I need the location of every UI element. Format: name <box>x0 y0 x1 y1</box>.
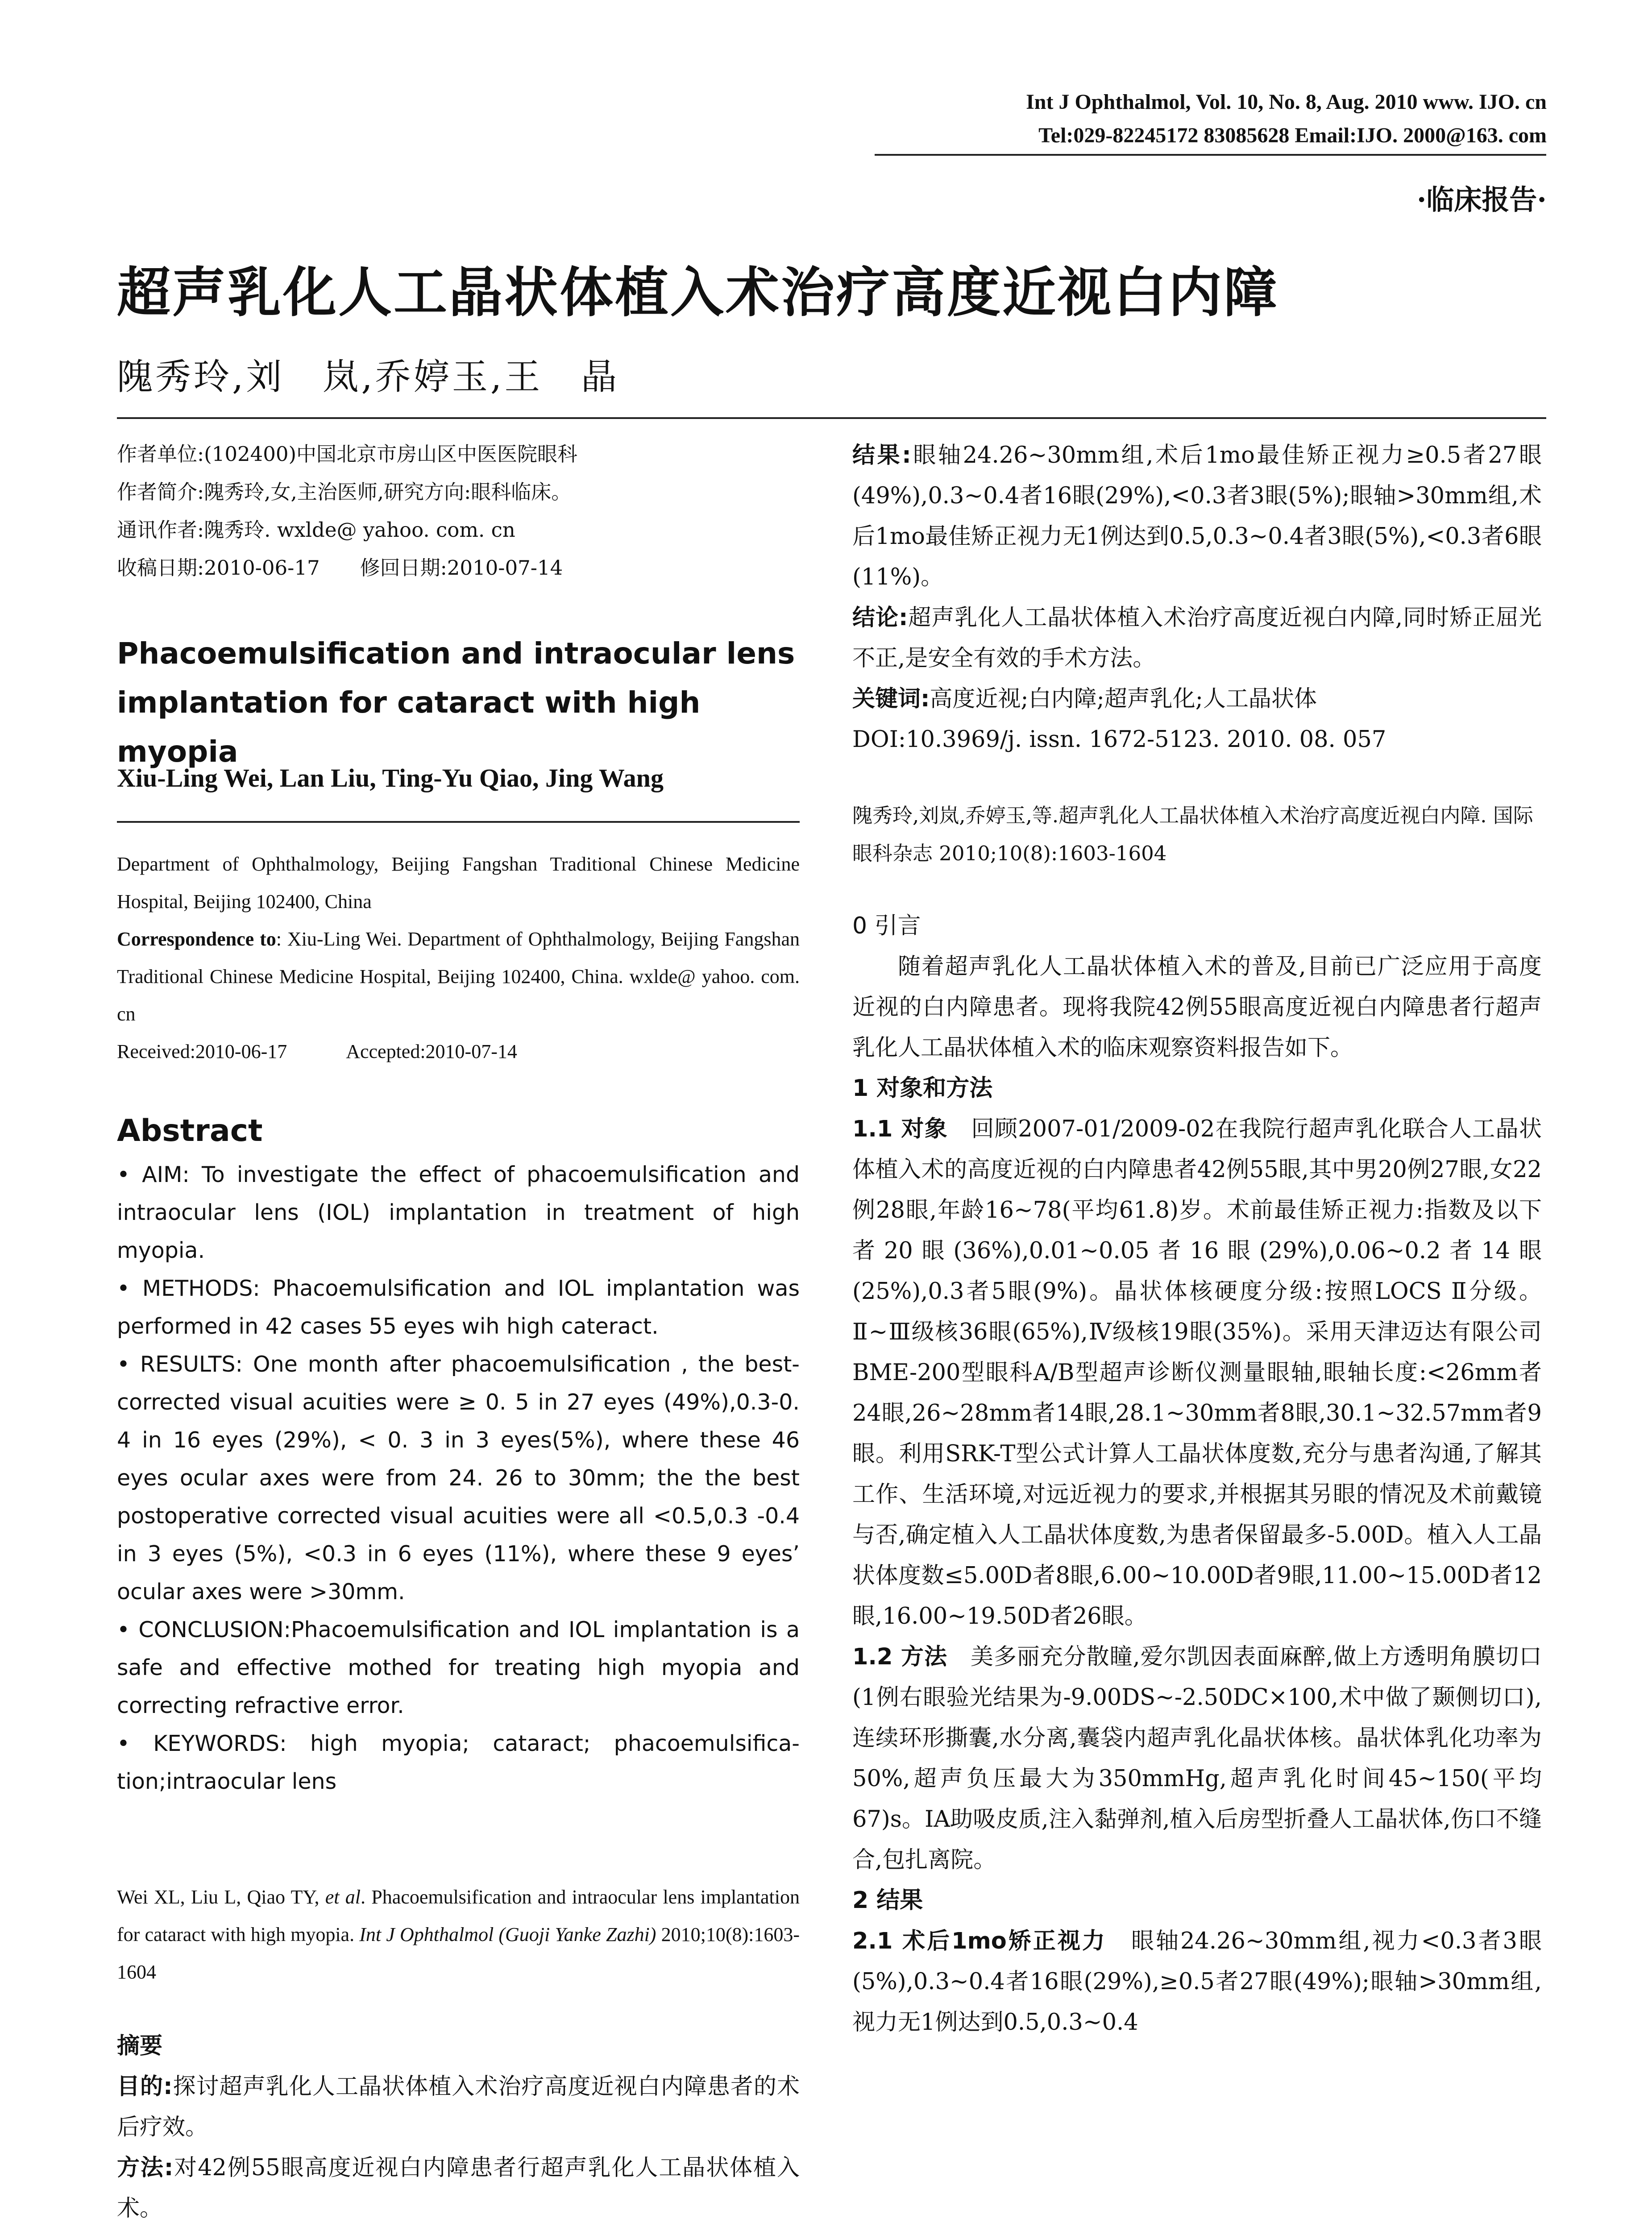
section21-label: 2.1 术后1mo矫正视力 <box>852 1928 1107 1954</box>
methods-text: 对42例55眼高度近视白内障患者行超声乳化人工晶状体植入术。 <box>117 2155 800 2222</box>
page-title: 超声乳化人工晶状体植入术治疗高度近视白内障 <box>117 262 1279 324</box>
correspondence-label: Correspondence to <box>117 928 276 950</box>
authors-rule <box>117 821 800 823</box>
citation-etal: et al <box>325 1886 361 1908</box>
abstract-keywords: • KEYWORDS: high myopia; cataract; phacoemulsifica-tion;intraocular lens <box>117 1731 800 1794</box>
citation-tail: 2010;10(8):1603-1604 <box>117 1924 800 1983</box>
affiliation-en: Department of Ophthalmology, Beijing Fangshan Traditional Chinese Medicine Hospital, Beijing 102400, China <box>117 853 800 912</box>
results-label: 结果: <box>852 442 911 469</box>
abstract-cn-right <box>852 435 1542 760</box>
citation-authors: Wei XL, Liu L, Qiao TY, <box>117 1886 325 1908</box>
section11-label: 1.1 对象 <box>852 1116 948 1142</box>
header-rule <box>875 154 1546 156</box>
citation-cn: 隗秀玲,刘岚,乔婷玉,等.超声乳化人工晶状体植入术治疗高度近视白内障. 国际眼科杂志 2010;10(8):1603-1604 <box>852 804 1533 865</box>
conclusion-text: 超声乳化人工晶状体植入术治疗高度近视白内障,同时矫正屈光不正,是安全有效的手术方法。 <box>852 605 1542 672</box>
section21 <box>852 1921 1542 2043</box>
intro-heading: 0 引言 <box>852 912 921 939</box>
results-text: 眼轴24.26~30mm组,术后1mo最佳矫正视力≥0.5者27眼(49%),0.3~0.4者16眼(29%),<0.3者3眼(5%);眼轴>30mm组,术后1mo最佳矫正视力无1例达到0.5,0.3~0.4者3眼(5%),<0.3者6眼(11%)。 <box>852 442 1542 590</box>
meta-cn <box>117 435 800 587</box>
title-en: Phacoemulsification and intraocular lens implantation for cataract with high myopia <box>117 636 795 769</box>
section21-text: 眼轴24.26~30mm组,视力<0.3者3眼(5%),0.3~0.4者16眼(29%),≥0.5者27眼(49%);眼轴>30mm组,视力无1例达到0.5,0.3~0.4 <box>852 1928 1542 2036</box>
abstract-results: • RESULTS: One month after phacoemulsification , the best-corrected visual acuities were ≥ 0. 5 in 27 eyes (49%),0.3-0. 4 in 16 eyes (29%), < 0. 3 in 3 eyes(5%), where these 46 eyes ocular axes were from 24. 26 to 30mm; the the best postoperative corrected visual acuities were all <0.5,0.3 -0.4 in 3 eyes (5%), <0.3 in 6 eyes (11%), where these 9 eyes’ ocular axes were >30mm. <box>117 1352 800 1605</box>
section12 <box>852 1637 1542 1880</box>
body-text <box>852 906 1542 2043</box>
abstract-methods: • METHODS: Phacoemulsification and IOL implantation was performed in 42 cases 55 eyes wih high cateract. <box>117 1276 800 1339</box>
authors-en: Xiu-Ling Wei, Lan Liu, Ting-Yu Qiao, Jing Wang <box>117 763 664 792</box>
correspondence-en <box>117 921 800 1033</box>
abstract-cn-left <box>117 2026 800 2229</box>
dates-cn: 收稿日期:2010-06-17 修回日期:2010-07-14 <box>117 556 563 580</box>
section2-heading: 2 结果 <box>852 1887 923 1914</box>
aim-label: 目的: <box>117 2073 173 2100</box>
journal-header: Int J Ophthalmol, Vol. 10, No. 8, Aug. 2010 www. IJO. cn <box>1026 90 1547 114</box>
methods-label: 方法: <box>117 2155 174 2181</box>
keywords-text: 高度近视;白内障;超声乳化;人工晶状体 <box>930 686 1317 712</box>
corresponding-cn: 通讯作者:隗秀玲. wxlde@ yahoo. com. cn <box>117 518 515 542</box>
abstract-heading: Abstract <box>117 1113 263 1149</box>
authors-cn: 隗秀玲,刘 岚,乔婷玉,王 晶 <box>117 356 620 398</box>
citation-journal: Int J Ophthalmol (Guoji Yanke Zazhi) <box>359 1924 656 1945</box>
abstract-aim: • AIM: To investigate the effect of phacoemulsification and intraocular lens (IOL) implantation in treatment of high myopia. <box>117 1162 800 1263</box>
bio-cn: 作者简介:隗秀玲,女,主治医师,研究方向:眼科临床。 <box>117 480 572 504</box>
doi: DOI:10.3969/j. issn. 1672-5123. 2010. 08. 057 <box>852 726 1386 753</box>
aim-text: 探讨超声乳化人工晶状体植入术治疗高度近视白内障患者的术后疗效。 <box>117 2073 800 2140</box>
keywords-label: 关键词: <box>852 686 930 712</box>
section11-text: 回顾2007-01/2009-02在我院行超声乳化联合人工晶状体植入术的高度近视的白内障患者42例55眼,其中男20例27眼,女22例28眼,年龄16~78(平均61.8)岁。术前最佳矫正视力:指数及以下者20眼(36%),0.01~0.05者16眼(29%),0.06~0.2者14眼(25%),0.3者5眼(9%)。晶状体核硬度分级:按照LOCS Ⅱ分级。Ⅱ~Ⅲ级核36眼(65%),Ⅳ级核19眼(35%)。采用天津迈达有限公司BME-200型眼科A/B型超声诊断仪测量眼轴,眼轴长度:<26mm者24眼,26~28mm者14眼,28.1~30mm者8眼,30.1~32.57mm者9眼。利用SRK-T型公式计算人工晶状体度数,充分与患者沟通,了解其工作、生活环境,对远近视力的要求,并根据其另眼的情况及术前戴镜与否,确定植入人工晶状体度数,为患者保留最多-5.00D。植入人工晶状体度数≤5.00D者8眼,6.00~10.00D者9眼,11.00~15.00D者12眼,16.00~19.50D者26眼。 <box>852 1116 1542 1630</box>
abstract-cn-results <box>852 435 1542 597</box>
section12-label: 1.2 方法 <box>852 1644 947 1670</box>
abstract-cn-heading: 摘要 <box>117 2033 163 2059</box>
abstract-conclusion: • CONCLUSION:Phacoemulsification and IOL implantation is a safe and effective mothed for treating high myopia and correcting refractive error. <box>117 1617 800 1718</box>
intro-text: 随着超声乳化人工晶状体植入术的普及,目前已广泛应用于高度近视的白内障患者。现将我院42例55眼高度近视白内障患者行超声乳化人工晶状体植入术的临床观察资料报告如下。 <box>852 954 1542 1061</box>
citation-text: . Phacoemulsification and intraocular lens implantation for cataract with high myopia. <box>117 1886 800 1945</box>
abstract-cn-keywords <box>852 679 1542 719</box>
abstract-cn-methods <box>117 2148 800 2229</box>
section-tag: ·临床报告· <box>1416 183 1547 216</box>
abstract-cn-aim <box>117 2066 800 2148</box>
contact-header: Tel:029-82245172 83085628 Email:IJO. 2000@163. com <box>1038 124 1547 147</box>
affiliation-cn: 作者单位:(102400)中国北京市房山区中医医院眼科 <box>117 442 578 466</box>
abstract-cn-conclusion <box>852 597 1542 679</box>
section1-heading: 1 对象和方法 <box>852 1075 993 1102</box>
section11 <box>852 1109 1542 1637</box>
received-en: Received:2010-06-17 Accepted:2010-07-14 <box>117 1041 517 1062</box>
section12-text: 美多丽充分散瞳,爱尔凯因表面麻醉,做上方透明角膜切口(1例右眼验光结果为-9.00DS~-2.50DC×100,术中做了颞侧切口),连续环形撕囊,水分离,囊袋内超声乳化晶状体核。晶状体乳化功率为50%,超声负压最大为350mmHg,超声乳化时间45~150(平均67)s。IA助吸皮质,注入黏弹剂,植入后房型折叠人工晶状体,伤口不缝合,包扎离院。 <box>852 1644 1542 1873</box>
conclusion-label: 结论: <box>852 605 908 631</box>
affiliation-block-en <box>117 846 800 1070</box>
correspondence-text: : Xiu-Ling Wei. Department of Ophthalmology, Beijing Fangshan Traditional Chinese Medicine Hospital, Beijing 102400, China. wxlde@ yahoo. com. cn <box>117 928 800 1025</box>
abstract-en <box>117 1156 800 1800</box>
title-rule <box>117 417 1546 419</box>
citation-en <box>117 1879 800 1991</box>
